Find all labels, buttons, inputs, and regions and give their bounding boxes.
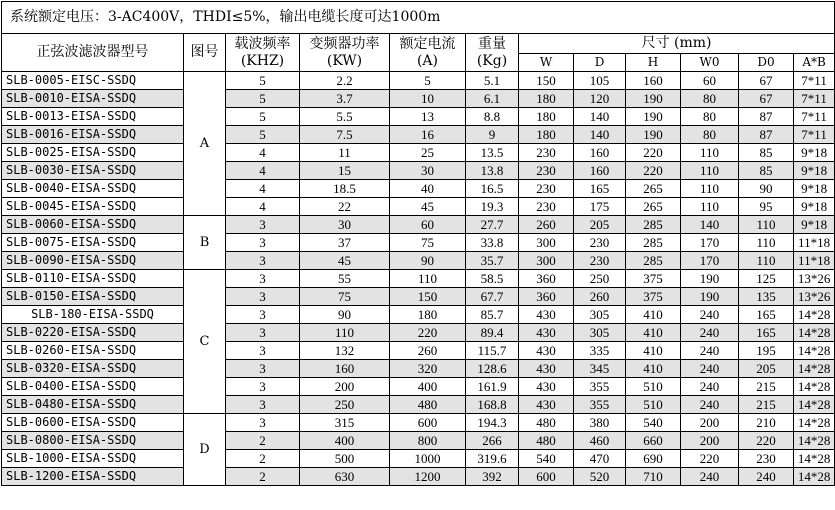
figure-cell: A (184, 72, 226, 216)
dim-d0-cell: 220 (739, 432, 794, 450)
rated-current-cell: 5 (390, 72, 466, 90)
dim-ab-cell: 9*18 (794, 180, 835, 198)
rated-current-cell: 600 (390, 414, 466, 432)
dim-h-cell: 190 (626, 108, 681, 126)
inverter-power-cell: 630 (300, 468, 390, 486)
dim-ab-cell: 7*11 (794, 126, 835, 144)
table-row (2, 144, 835, 162)
carrier-freq-cell: 3 (226, 378, 300, 396)
rated-current-cell: 320 (390, 360, 466, 378)
model-cell: SLB-0220-EISA-SSDQ (2, 324, 184, 342)
rated-current-cell: 10 (390, 90, 466, 108)
rated-current-cell: 45 (390, 198, 466, 216)
table-row (2, 216, 835, 234)
dim-d-cell: 380 (574, 414, 626, 432)
dim-w-cell: 230 (519, 198, 574, 216)
dim-w0-cell: 240 (681, 324, 739, 342)
dim-d-cell: 175 (574, 198, 626, 216)
dim-h-cell: 265 (626, 198, 681, 216)
dim-d0-cell: 205 (739, 360, 794, 378)
rated-current-cell: 260 (390, 342, 466, 360)
dim-d0-cell: 110 (739, 252, 794, 270)
weight-cell: 9 (466, 126, 519, 144)
dim-d-cell: 305 (574, 324, 626, 342)
table-row (2, 432, 835, 450)
dim-h-cell: 285 (626, 216, 681, 234)
dim-d-cell: 105 (574, 72, 626, 90)
dim-d-cell: 205 (574, 216, 626, 234)
weight-cell: 6.1 (466, 90, 519, 108)
model-cell: SLB-0010-EISA-SSDQ (2, 90, 184, 108)
dim-d-cell: 335 (574, 342, 626, 360)
dim-d-cell: 460 (574, 432, 626, 450)
inverter-power-cell: 315 (300, 414, 390, 432)
carrier-freq-cell: 3 (226, 396, 300, 414)
dim-h-cell: 410 (626, 306, 681, 324)
dim-w-cell: 430 (519, 396, 574, 414)
dim-w0-cell: 190 (681, 288, 739, 306)
model-cell: SLB-0075-EISA-SSDQ (2, 234, 184, 252)
table-row (2, 360, 835, 378)
carrier-freq-cell: 5 (226, 90, 300, 108)
dim-w-cell: 480 (519, 414, 574, 432)
header-size: 尺寸 (mm) (519, 34, 835, 54)
dim-ab-cell: 14*28 (794, 378, 835, 396)
dim-h-cell: 540 (626, 414, 681, 432)
figure-cell: C (184, 270, 226, 414)
weight-cell: 13.5 (466, 144, 519, 162)
carrier-freq-cell: 3 (226, 306, 300, 324)
inverter-power-cell: 11 (300, 144, 390, 162)
dim-d-cell: 470 (574, 450, 626, 468)
rated-current-cell: 150 (390, 288, 466, 306)
dim-w0-cell: 240 (681, 306, 739, 324)
dim-d0-cell: 85 (739, 162, 794, 180)
table-row (2, 252, 835, 270)
carrier-freq-cell: 3 (226, 216, 300, 234)
inverter-power-cell: 22 (300, 198, 390, 216)
model-cell: SLB-0030-EISA-SSDQ (2, 162, 184, 180)
dim-w-cell: 300 (519, 234, 574, 252)
inverter-power-cell: 500 (300, 450, 390, 468)
dim-w-cell: 480 (519, 432, 574, 450)
dim-d-cell: 140 (574, 126, 626, 144)
dim-h-cell: 410 (626, 360, 681, 378)
dim-h-cell: 690 (626, 450, 681, 468)
dim-d0-cell: 67 (739, 72, 794, 90)
table-row (2, 324, 835, 342)
dim-h-cell: 220 (626, 162, 681, 180)
inverter-power-cell: 200 (300, 378, 390, 396)
weight-cell: 58.5 (466, 270, 519, 288)
dim-ab-cell: 14*28 (794, 396, 835, 414)
table-title: 系统额定电压：3-AC400V，THDI≤5%，输出电缆长度可达1000m (2, 2, 835, 34)
weight-cell: 168.8 (466, 396, 519, 414)
dim-h-cell: 510 (626, 378, 681, 396)
dim-w0-cell: 200 (681, 414, 739, 432)
dim-d-cell: 355 (574, 378, 626, 396)
rated-current-cell: 1200 (390, 468, 466, 486)
dim-w0-cell: 190 (681, 270, 739, 288)
dim-ab-cell: 14*28 (794, 342, 835, 360)
carrier-freq-cell: 2 (226, 450, 300, 468)
header-dim-d0: D0 (739, 54, 794, 72)
model-cell: SLB-0110-EISA-SSDQ (2, 270, 184, 288)
model-cell: SLB-0016-EISA-SSDQ (2, 126, 184, 144)
dim-w-cell: 260 (519, 216, 574, 234)
carrier-freq-cell: 3 (226, 252, 300, 270)
dim-d-cell: 520 (574, 468, 626, 486)
inverter-power-cell: 400 (300, 432, 390, 450)
dim-ab-cell: 7*11 (794, 72, 835, 90)
dim-w-cell: 230 (519, 180, 574, 198)
dim-w-cell: 430 (519, 360, 574, 378)
carrier-freq-cell: 3 (226, 414, 300, 432)
dim-w-cell: 430 (519, 378, 574, 396)
header-model: 正弦波滤波器型号 (2, 34, 184, 72)
dim-d-cell: 345 (574, 360, 626, 378)
table-row (2, 288, 835, 306)
weight-cell: 85.7 (466, 306, 519, 324)
table-row (2, 126, 835, 144)
weight-cell: 27.7 (466, 216, 519, 234)
carrier-freq-cell: 5 (226, 72, 300, 90)
dim-d-cell: 120 (574, 90, 626, 108)
dim-w-cell: 230 (519, 162, 574, 180)
dim-h-cell: 660 (626, 432, 681, 450)
weight-cell: 194.3 (466, 414, 519, 432)
dim-ab-cell: 14*28 (794, 450, 835, 468)
carrier-freq-cell: 2 (226, 468, 300, 486)
figure-cell: D (184, 414, 226, 486)
carrier-freq-cell: 5 (226, 126, 300, 144)
weight-cell: 89.4 (466, 324, 519, 342)
dim-h-cell: 285 (626, 234, 681, 252)
dim-d0-cell: 240 (739, 468, 794, 486)
dim-ab-cell: 14*28 (794, 324, 835, 342)
dim-w-cell: 430 (519, 324, 574, 342)
weight-cell: 266 (466, 432, 519, 450)
inverter-power-cell: 110 (300, 324, 390, 342)
table-row (2, 450, 835, 468)
rated-current-cell: 25 (390, 144, 466, 162)
model-cell: SLB-0800-EISA-SSDQ (2, 432, 184, 450)
dim-w0-cell: 80 (681, 126, 739, 144)
header-weight: 重量 (Kg) (466, 34, 519, 72)
dim-d0-cell: 135 (739, 288, 794, 306)
dim-w0-cell: 80 (681, 108, 739, 126)
rated-current-cell: 30 (390, 162, 466, 180)
weight-cell: 16.5 (466, 180, 519, 198)
weight-cell: 19.3 (466, 198, 519, 216)
inverter-power-cell: 2.2 (300, 72, 390, 90)
table-row (2, 180, 835, 198)
rated-current-cell: 13 (390, 108, 466, 126)
dim-w0-cell: 240 (681, 468, 739, 486)
dim-w0-cell: 60 (681, 72, 739, 90)
dim-ab-cell: 11*18 (794, 252, 835, 270)
carrier-freq-cell: 4 (226, 180, 300, 198)
carrier-freq-cell: 4 (226, 144, 300, 162)
figure-cell: B (184, 216, 226, 270)
dim-d-cell: 230 (574, 234, 626, 252)
dim-w0-cell: 80 (681, 90, 739, 108)
rated-current-cell: 60 (390, 216, 466, 234)
dim-w-cell: 180 (519, 90, 574, 108)
dim-d-cell: 260 (574, 288, 626, 306)
table-row (2, 234, 835, 252)
table-row (2, 198, 835, 216)
carrier-freq-cell: 4 (226, 198, 300, 216)
model-cell: SLB-180-EISA-SSDQ (2, 306, 184, 324)
table-row (2, 270, 835, 288)
dim-w-cell: 180 (519, 126, 574, 144)
rated-current-cell: 400 (390, 378, 466, 396)
weight-cell: 8.8 (466, 108, 519, 126)
header-dim-w: W (519, 54, 574, 72)
dim-ab-cell: 14*28 (794, 432, 835, 450)
model-cell: SLB-0040-EISA-SSDQ (2, 180, 184, 198)
dim-w-cell: 180 (519, 108, 574, 126)
header-dim-h: H (626, 54, 681, 72)
dim-d0-cell: 230 (739, 450, 794, 468)
carrier-freq-cell: 3 (226, 342, 300, 360)
dim-h-cell: 285 (626, 252, 681, 270)
dim-w0-cell: 170 (681, 252, 739, 270)
dim-w-cell: 360 (519, 288, 574, 306)
model-cell: SLB-0400-EISA-SSDQ (2, 378, 184, 396)
rated-current-cell: 1000 (390, 450, 466, 468)
dim-w0-cell: 110 (681, 144, 739, 162)
table-row (2, 378, 835, 396)
dim-d0-cell: 110 (739, 216, 794, 234)
weight-cell: 35.7 (466, 252, 519, 270)
carrier-freq-cell: 3 (226, 270, 300, 288)
dim-ab-cell: 13*26 (794, 270, 835, 288)
dim-ab-cell: 9*18 (794, 198, 835, 216)
dim-ab-cell: 9*18 (794, 162, 835, 180)
table-row (2, 162, 835, 180)
dim-d-cell: 305 (574, 306, 626, 324)
dim-ab-cell: 14*28 (794, 468, 835, 486)
dim-d-cell: 140 (574, 108, 626, 126)
dim-w-cell: 430 (519, 342, 574, 360)
dim-w-cell: 600 (519, 468, 574, 486)
table-row (2, 90, 835, 108)
inverter-power-cell: 90 (300, 306, 390, 324)
header-dim-w0: W0 (681, 54, 739, 72)
dim-h-cell: 710 (626, 468, 681, 486)
dim-w-cell: 540 (519, 450, 574, 468)
dim-w0-cell: 170 (681, 234, 739, 252)
rated-current-cell: 90 (390, 252, 466, 270)
model-cell: SLB-0090-EISA-SSDQ (2, 252, 184, 270)
carrier-freq-cell: 5 (226, 108, 300, 126)
rated-current-cell: 480 (390, 396, 466, 414)
model-cell: SLB-0600-EISA-SSDQ (2, 414, 184, 432)
dim-h-cell: 190 (626, 126, 681, 144)
carrier-freq-cell: 2 (226, 432, 300, 450)
dim-d0-cell: 210 (739, 414, 794, 432)
weight-cell: 392 (466, 468, 519, 486)
inverter-power-cell: 7.5 (300, 126, 390, 144)
dim-w0-cell: 240 (681, 342, 739, 360)
carrier-freq-cell: 3 (226, 288, 300, 306)
dim-w0-cell: 240 (681, 396, 739, 414)
carrier-freq-cell: 3 (226, 360, 300, 378)
dim-h-cell: 220 (626, 144, 681, 162)
weight-cell: 128.6 (466, 360, 519, 378)
dim-w-cell: 430 (519, 306, 574, 324)
dim-ab-cell: 9*18 (794, 216, 835, 234)
model-cell: SLB-0260-EISA-SSDQ (2, 342, 184, 360)
model-cell: SLB-1000-EISA-SSDQ (2, 450, 184, 468)
rated-current-cell: 40 (390, 180, 466, 198)
inverter-power-cell: 30 (300, 216, 390, 234)
dim-d0-cell: 95 (739, 198, 794, 216)
dim-ab-cell: 14*28 (794, 360, 835, 378)
model-cell: SLB-0480-EISA-SSDQ (2, 396, 184, 414)
header-figure: 图号 (184, 34, 226, 72)
dim-w-cell: 230 (519, 144, 574, 162)
rated-current-cell: 180 (390, 306, 466, 324)
dim-d0-cell: 87 (739, 126, 794, 144)
model-cell: SLB-1200-EISA-SSDQ (2, 468, 184, 486)
dim-d0-cell: 67 (739, 90, 794, 108)
carrier-freq-cell: 3 (226, 234, 300, 252)
dim-w0-cell: 140 (681, 216, 739, 234)
table-row (2, 414, 835, 432)
weight-cell: 5.1 (466, 72, 519, 90)
dim-h-cell: 265 (626, 180, 681, 198)
model-cell: SLB-0013-EISA-SSDQ (2, 108, 184, 126)
rated-current-cell: 800 (390, 432, 466, 450)
inverter-power-cell: 5.5 (300, 108, 390, 126)
table-row (2, 72, 835, 90)
dim-d-cell: 230 (574, 252, 626, 270)
dim-d0-cell: 87 (739, 108, 794, 126)
header-dim-d: D (574, 54, 626, 72)
filter-spec-table (1, 1, 835, 486)
dim-h-cell: 375 (626, 288, 681, 306)
rated-current-cell: 220 (390, 324, 466, 342)
dim-d0-cell: 85 (739, 144, 794, 162)
table-row (2, 468, 835, 486)
table-body (2, 72, 835, 486)
dim-w0-cell: 240 (681, 378, 739, 396)
header-dim-ab: A*B (794, 54, 835, 72)
model-cell: SLB-0025-EISA-SSDQ (2, 144, 184, 162)
dim-h-cell: 410 (626, 324, 681, 342)
rated-current-cell: 75 (390, 234, 466, 252)
dim-ab-cell: 13*26 (794, 288, 835, 306)
dim-h-cell: 160 (626, 72, 681, 90)
dim-w-cell: 150 (519, 72, 574, 90)
dim-w0-cell: 200 (681, 432, 739, 450)
weight-cell: 161.9 (466, 378, 519, 396)
inverter-power-cell: 75 (300, 288, 390, 306)
dim-w0-cell: 240 (681, 360, 739, 378)
dim-d-cell: 160 (574, 144, 626, 162)
dim-w0-cell: 220 (681, 450, 739, 468)
dim-ab-cell: 11*18 (794, 234, 835, 252)
dim-ab-cell: 7*11 (794, 90, 835, 108)
table-row (2, 396, 835, 414)
dim-d0-cell: 165 (739, 306, 794, 324)
rated-current-cell: 110 (390, 270, 466, 288)
model-cell: SLB-0045-EISA-SSDQ (2, 198, 184, 216)
dim-h-cell: 375 (626, 270, 681, 288)
dim-h-cell: 410 (626, 342, 681, 360)
carrier-freq-cell: 4 (226, 162, 300, 180)
inverter-power-cell: 37 (300, 234, 390, 252)
weight-cell: 319.6 (466, 450, 519, 468)
carrier-freq-cell: 3 (226, 324, 300, 342)
dim-w0-cell: 110 (681, 198, 739, 216)
rated-current-cell: 16 (390, 126, 466, 144)
inverter-power-cell: 45 (300, 252, 390, 270)
dim-ab-cell: 14*28 (794, 414, 835, 432)
table-row (2, 306, 835, 324)
dim-ab-cell: 14*28 (794, 306, 835, 324)
dim-h-cell: 190 (626, 90, 681, 108)
dim-d0-cell: 90 (739, 180, 794, 198)
dim-w-cell: 360 (519, 270, 574, 288)
table-row (2, 108, 835, 126)
table-row (2, 342, 835, 360)
model-cell: SLB-0150-EISA-SSDQ (2, 288, 184, 306)
model-cell: SLB-0320-EISA-SSDQ (2, 360, 184, 378)
inverter-power-cell: 15 (300, 162, 390, 180)
weight-cell: 115.7 (466, 342, 519, 360)
dim-ab-cell: 9*18 (794, 144, 835, 162)
dim-d-cell: 250 (574, 270, 626, 288)
header-inverter-power: 变频器功率 (KW) (300, 34, 390, 72)
dim-d0-cell: 195 (739, 342, 794, 360)
model-cell: SLB-0005-EISC-SSDQ (2, 72, 184, 90)
dim-d-cell: 165 (574, 180, 626, 198)
inverter-power-cell: 18.5 (300, 180, 390, 198)
dim-w0-cell: 110 (681, 162, 739, 180)
inverter-power-cell: 250 (300, 396, 390, 414)
inverter-power-cell: 55 (300, 270, 390, 288)
dim-w0-cell: 110 (681, 180, 739, 198)
dim-d0-cell: 215 (739, 378, 794, 396)
weight-cell: 67.7 (466, 288, 519, 306)
dim-d0-cell: 215 (739, 396, 794, 414)
weight-cell: 33.8 (466, 234, 519, 252)
weight-cell: 13.8 (466, 162, 519, 180)
header-rated-current: 额定电流 (A) (390, 34, 466, 72)
inverter-power-cell: 160 (300, 360, 390, 378)
dim-ab-cell: 7*11 (794, 108, 835, 126)
dim-h-cell: 510 (626, 396, 681, 414)
inverter-power-cell: 132 (300, 342, 390, 360)
dim-w-cell: 300 (519, 252, 574, 270)
model-cell: SLB-0060-EISA-SSDQ (2, 216, 184, 234)
header-carrier-freq: 载波频率 (KHZ) (226, 34, 300, 72)
dim-d-cell: 355 (574, 396, 626, 414)
dim-d0-cell: 165 (739, 324, 794, 342)
inverter-power-cell: 3.7 (300, 90, 390, 108)
dim-d0-cell: 110 (739, 234, 794, 252)
dim-d0-cell: 125 (739, 270, 794, 288)
dim-d-cell: 160 (574, 162, 626, 180)
